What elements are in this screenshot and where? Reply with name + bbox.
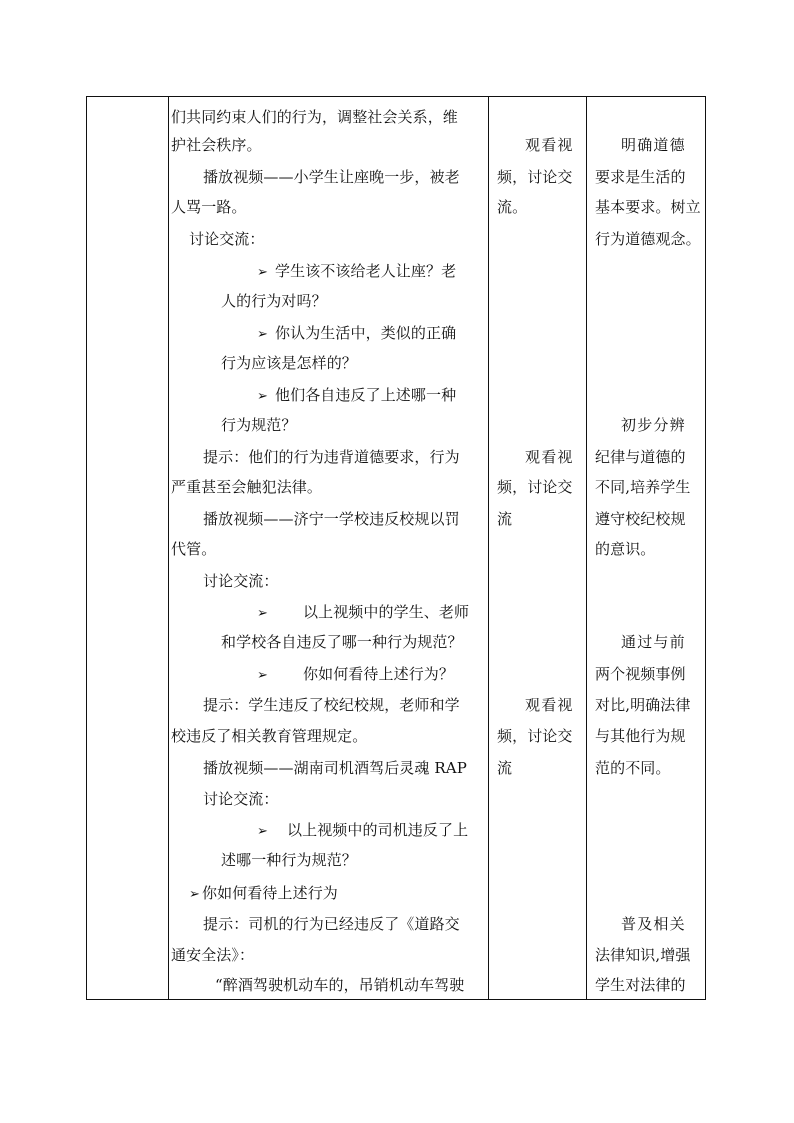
text-line: 法律知识,增强 — [595, 946, 691, 964]
text-line: 播放视频——小学生让座晚一步，被老 — [203, 168, 460, 186]
text-line: 遵守校纪校规 — [595, 510, 686, 528]
text-line: 人骂一路。 — [171, 198, 247, 216]
text-line: 通安全法》： — [171, 946, 255, 964]
text-line: 通过与前 — [621, 633, 686, 651]
text-line: 讨论交流： — [203, 790, 279, 808]
text-line: 观看视 — [525, 696, 574, 714]
text-line: 流 — [497, 759, 513, 777]
text-line: 代管。 — [171, 540, 217, 558]
text-line: “醉酒驾驶机动车的，吊销机动车驾驶 — [215, 976, 465, 994]
arrow-bullet-icon: ➢ — [257, 668, 268, 683]
text-line: 两个视频事例 — [595, 665, 686, 683]
bullet-text: 他们各自违反了上述哪一种 — [275, 386, 457, 404]
bullet-question — [257, 664, 454, 686]
text-line: 频，讨论交 — [497, 168, 573, 186]
bullet-text: 以上视频中的学生、老师 — [303, 603, 470, 621]
text-line: 播放视频——湖南司机酒驾后灵魂 RAP — [203, 759, 467, 777]
text-line: 的意识。 — [595, 540, 656, 558]
text-line: 述哪一种行为规范？ — [221, 851, 357, 869]
text-line: 学生对法律的 — [595, 976, 686, 994]
text-line: 行为规范？ — [221, 416, 297, 434]
arrow-bullet-icon: ➢ — [257, 265, 268, 280]
bullet-question — [257, 261, 456, 283]
text-line: 讨论交流： — [189, 230, 265, 248]
text-line: 讨论交流： — [203, 572, 279, 590]
text-line: 观看视 — [525, 448, 574, 466]
text-line: 人的行为对吗？ — [221, 292, 327, 310]
bullet-question — [257, 602, 469, 624]
text-line: 范的不同。 — [595, 759, 671, 777]
text-line: 提示：他们的行为违背道德要求，行为 — [203, 448, 460, 466]
bullet-question — [257, 323, 456, 345]
bullet-question — [189, 883, 338, 905]
text-line: 播放视频——济宁一学校违反校规以罚 — [203, 510, 460, 528]
arrow-bullet-icon: ➢ — [257, 389, 268, 404]
bullet-text: 你认为生活中，类似的正确 — [275, 324, 457, 342]
text-line: 与其他行为规 — [595, 727, 686, 745]
text-line: 对比,明确法律 — [595, 696, 691, 714]
teaching-process-column — [169, 97, 489, 999]
text-line: 频，讨论交 — [497, 727, 573, 745]
text-line: 纪律与道德的 — [595, 448, 686, 466]
design-intent-column — [587, 97, 707, 999]
text-line: 观看视 — [525, 136, 574, 154]
text-line: 基本要求。树立 — [595, 198, 701, 216]
arrow-bullet-icon: ➢ — [257, 824, 268, 839]
text-line: 普及相关 — [621, 915, 686, 933]
bullet-text: 你如何看待上述行为？ — [303, 665, 455, 683]
text-line: 流。 — [497, 198, 528, 216]
text-line: 不同,培养学生 — [595, 478, 691, 496]
text-line: 行为道德观念。 — [595, 230, 701, 248]
bullet-question — [257, 385, 456, 407]
text-line: 频，讨论交 — [497, 478, 573, 496]
text-line: 校违反了相关教育管理规定。 — [171, 727, 368, 745]
text-line: 和学校各自违反了哪一种行为规范？ — [221, 633, 463, 651]
text-line: 提示：司机的行为已经违反了《道路交 — [203, 915, 460, 933]
arrow-bullet-icon: ➢ — [189, 887, 200, 902]
bullet-text: 学生该不该给老人让座？老 — [275, 262, 457, 280]
arrow-bullet-icon: ➢ — [257, 606, 268, 621]
text-line: 初步分辨 — [621, 416, 686, 434]
text-line: 明确道德 — [621, 136, 686, 154]
text-line: 护社会秩序。 — [171, 136, 262, 154]
text-line: 流 — [497, 510, 513, 528]
text-line: 要求是生活的 — [595, 168, 686, 186]
text-line: 们共同约束人们的行为，调整社会关系，维 — [171, 108, 458, 126]
student-activity-column — [489, 97, 587, 999]
table-column-1 — [87, 97, 169, 999]
bullet-question — [257, 820, 468, 842]
text-line: 严重甚至会触犯法律。 — [171, 478, 323, 496]
lesson-table — [86, 96, 706, 1000]
bullet-text: 你如何看待上述行为 — [202, 884, 338, 902]
text-line: 提示：学生违反了校纪校规，老师和学 — [203, 696, 460, 714]
bullet-text: 以上视频中的司机违反了上 — [287, 821, 469, 839]
text-line: 行为应该是怎样的？ — [221, 354, 357, 372]
arrow-bullet-icon: ➢ — [257, 327, 268, 342]
